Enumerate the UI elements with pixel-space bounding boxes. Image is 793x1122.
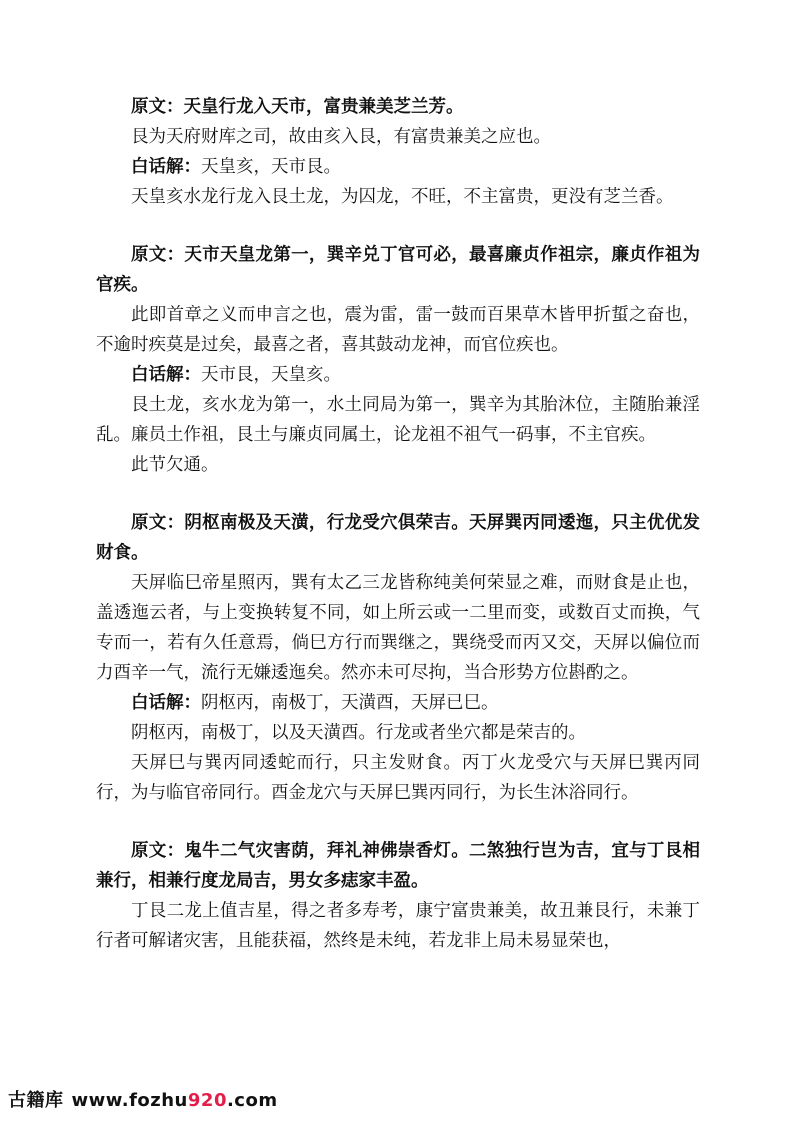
- site-url-suffix: .com: [226, 1090, 278, 1111]
- site-name: 古籍库: [8, 1090, 64, 1111]
- section-4: [96, 836, 700, 956]
- baihua-text: 天市艮，天皇亥。: [201, 365, 341, 385]
- yuanwen-text: 原文：阴枢南极及天潢，行龙受穴俱荣吉。天屏巽丙同逶迤，只主优优发财食。: [96, 513, 700, 563]
- section-gap: [96, 480, 700, 508]
- baihua-text: 阴枢丙，南极丁，天潢酉，天屏已巳。: [201, 693, 499, 713]
- commentary-text: 此即首章之义而申言之也，震为雷，雷一鼓而百果草木皆甲折蜇之奋也，不逾时疾莫是过矣，最喜之者，喜其鼓动龙神，而官位疾也。: [96, 305, 700, 355]
- baihua-line: [96, 360, 700, 390]
- site-url-number: 920: [187, 1090, 227, 1111]
- yuanwen-text: 原文：天皇行龙入天市，富贵兼美芝兰芳。: [131, 97, 464, 117]
- explanation-text: 阴枢丙，南极丁，以及天潢酉。行龙或者坐穴都是荣吉的。: [131, 723, 586, 743]
- baihua-label: 白话解：: [131, 157, 201, 177]
- section-gap: [96, 808, 700, 836]
- baihua-line: [96, 152, 700, 182]
- baihua-text: 天皇亥，天市艮。: [201, 157, 341, 177]
- explanation-text: 此节欠通。: [131, 455, 219, 475]
- commentary-text: 丁艮二龙上值吉星，得之者多寿考，康宁富贵兼美，故丑兼艮行，未兼丁行者可解诸灾害，且能获福，然终是未纯，若龙非上局未易显荣也，: [96, 901, 700, 951]
- yuanwen-text: 原文：鬼牛二气灾害荫，拜礼神佛崇香灯。二煞独行岂为吉，宜与丁艮相兼行，相兼行度龙局吉，男女多痣家丰盈。: [96, 841, 700, 891]
- baihua-label: 白话解：: [131, 365, 201, 385]
- commentary-text: 天屏临巳帝星照丙，巽有太乙三龙皆称纯美何荣显之难，而财食是止也，盖透迤云者，与上变换转复不同，如上所云或一二里而变，或数百丈而换，气专而一，若有久任意焉，倘巳方行而巽继之，巽绕受而丙又交，天屏以偏位而力酉辛一气，流行无嫌逶迤矣。然亦未可尽拘，当合形势方位斟酌之。: [96, 573, 700, 683]
- explanation-text: 艮土龙，亥水龙为第一，水土同局为第一，巽辛为其胎沐位，主随胎兼淫乱。廉员土作祖，艮土与廉贞同属土，论龙祖不祖气一码事，不主官疾。: [96, 395, 700, 445]
- yuanwen-text: 原文：天市天皇龙第一，巽辛兑丁官可必，最喜廉贞作祖宗，廉贞作祖为官疾。: [96, 245, 700, 295]
- site-footer-watermark: [8, 1086, 278, 1112]
- section-gap: [96, 212, 700, 240]
- baihua-line: [96, 688, 700, 718]
- explanation-text: 天皇亥水龙行龙入艮土龙，为囚龙，不旺，不主富贵，更没有芝兰香。: [131, 187, 674, 207]
- section-1: [96, 92, 700, 212]
- document-page: [96, 92, 700, 956]
- commentary-text: 艮为天府财库之司，故由亥入艮，有富贵兼美之应也。: [131, 127, 551, 147]
- baihua-label: 白话解：: [131, 693, 201, 713]
- section-2: [96, 240, 700, 480]
- explanation-text: 天屏巳与巽丙同逶蛇而行，只主发财食。丙丁火龙受穴与天屏巳巽丙同行，为与临官帝同行。酉金龙穴与天屏巳巽丙同行，为长生沐浴同行。: [96, 753, 700, 803]
- site-url-prefix: www.fozhu: [71, 1090, 188, 1111]
- section-3: [96, 508, 700, 808]
